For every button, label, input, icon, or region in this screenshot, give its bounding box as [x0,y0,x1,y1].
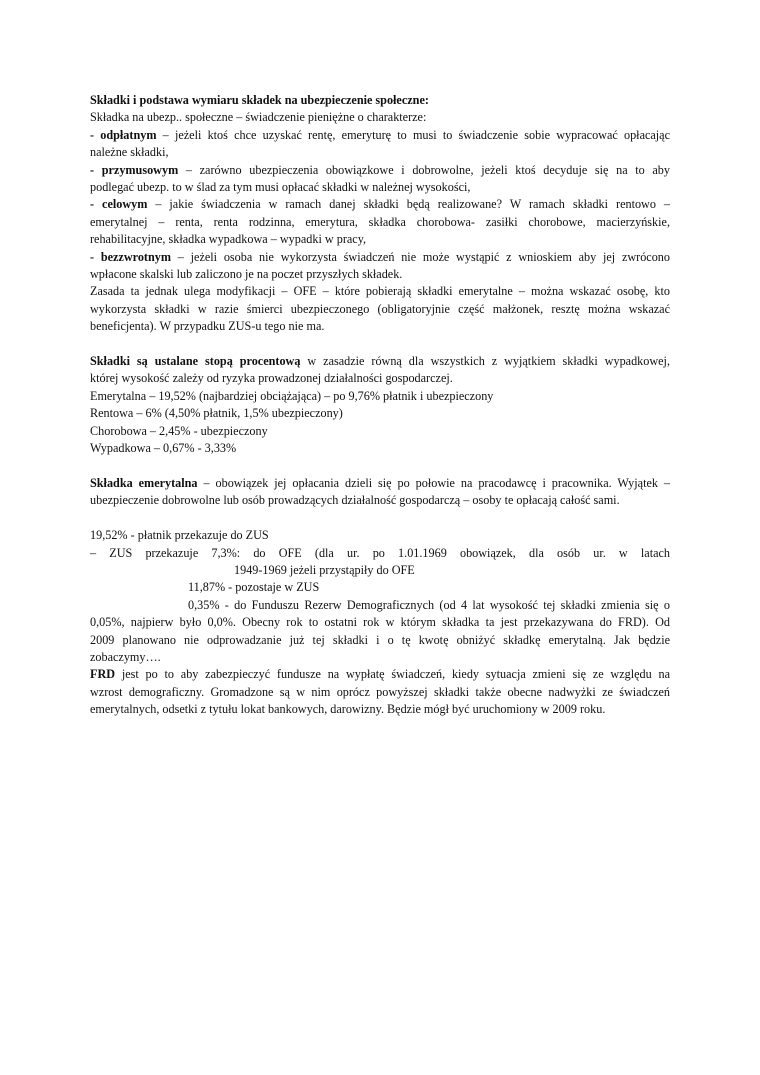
paragraph-line: Składka na ubezp.. społeczne – świadczenie pieniężne o charakterze: [90,110,427,125]
paragraph-spacer [90,336,670,353]
paragraph-spacer [90,510,670,527]
bold-term: Składki są ustalane stopą procentową [90,354,301,369]
text-run: – zarówno ubezpieczenia obowiązkowe i dobrowolne, jeżeli ktoś decyduje się na to aby [178,162,670,177]
text-run: – obowiązek jej opłacania dzieli się po połowie na pracodawcę i pracownika. Wyjątek – [197,475,671,490]
paragraph-line: której wysokość zależy od ryzyka prowadzonej działalności gospodarczej. [90,371,453,386]
bold-term: FRD [90,667,116,682]
bold-term: - przymusowym [90,162,179,177]
paragraph-line: rehabilitacyjne, składka wypadkowa – wypadki w pracy, [90,232,367,247]
text-run: jest po to aby zabezpieczyć fundusze na wypłatę świadczeń, kiedy sytuacja zmieni się ze względu na [115,667,670,682]
paragraph-line: wpłacone skalski lub zaliczono je na poczet przyszłych składek. [90,267,403,282]
paragraph-line: 2009 planowano nie odprowadzanie już tej składki i o tę kwotę obniżyć składkę emerytalną. Jak będzie [90,632,670,647]
paragraph-line: 0,35% - do Funduszu Rezerw Demograficznych (od 4 lat wysokość tej składki zmienia się o [188,597,670,612]
bold-term: - bezzwrotnym [90,249,172,264]
rate-line: Wypadkowa – 0,67% - 3,33% [90,441,237,456]
paragraph-line [90,196,670,213]
bold-term: - celowym [90,197,148,212]
paragraph-line [90,249,670,266]
paragraph-line: 0,05%, najpierw było 0,0%. Obecny rok to ostatni rok w którym składka ta jest przekazywana do FRD). Od [90,615,670,630]
paragraph-line: – ZUS przekazuje 7,3%: do OFE (dla ur. po 1.01.1969 obowiązek, dla osób ur. w latach [90,545,670,560]
paragraph-line: emerytalnej – renta, renta rodzinna, emerytura, składka chorobowa- zasiłki chorobowe, macierzyńskie, [90,214,670,229]
bold-term: - odpłatnym [90,127,157,142]
paragraph-spacer [90,458,670,475]
paragraph-line: 19,52% - płatnik przekazuje do ZUS [90,528,269,543]
paragraph-line: beneficjenta). W przypadku ZUS-u tego nie ma. [90,319,325,334]
paragraph-line: należne składki, [90,145,169,160]
text-run: – jakie świadczenia w ramach danej składki będą realizowane? W ramach składki rentowo – [147,197,671,212]
paragraph-line [90,353,670,370]
text-run: – jeżeli ktoś chce uzyskać rentę, emeryturę to musi to świadczenie sobie wypracować opłacając [156,127,670,142]
document-body [90,92,670,719]
rate-line: Chorobowa – 2,45% - ubezpieczony [90,423,268,438]
text-run: – jeżeli osoba nie wykorzysta świadczeń nie może wystąpić z wnioskiem aby jej zwrócono [171,249,670,264]
paragraph-line: 11,87% - pozostaje w ZUS [188,580,320,595]
paragraph-line: 1949-1969 jeżeli przystąpiły do OFE [234,562,415,577]
paragraph-line: ubezpieczenie dobrowolne lub osób prowadzących działalność gospodarczą – osoby te opłacają całość sami. [90,493,620,508]
text-run: w zasadzie równą dla wszystkich z wyjątkiem składki wypadkowej, [300,354,670,369]
paragraph-line [90,127,670,144]
rate-line: Rentowa – 6% (4,50% płatnik, 1,5% ubezpieczony) [90,406,343,421]
paragraph-line: podlegać ubezp. to w ślad za tym musi opłacać składki w należnej wysokości, [90,180,471,195]
paragraph-line: zobaczymy…. [90,649,161,664]
section-title: Składki i podstawa wymiaru składek na ubezpieczenie społeczne: [90,93,429,107]
paragraph-line [90,475,670,492]
paragraph-line: wykorzysta składki w razie śmierci ubezpieczonego (obligatoryjnie część małżonek, resztę można wskazać [90,301,670,316]
paragraph-line [90,162,670,179]
paragraph-line: emerytalnych, odsetki z tytułu lokat bankowych, darowizny. Będzie mógł być uruchomiony w 2009 roku. [90,702,606,717]
paragraph-line: wzrost demograficzny. Gromadzone są w nim oprócz powyższej składki także obecne nadwyżki ze świadczeń [90,684,670,699]
paragraph-line: Zasada ta jednak ulega modyfikacji – OFE – które pobierają składki emerytalne – można wskazać osobę, kto [90,284,670,299]
rate-line: Emerytalna – 19,52% (najbardziej obciążająca) – po 9,76% płatnik i ubezpieczony [90,388,494,403]
bold-term: Składka emerytalna [90,475,198,490]
paragraph-line [90,666,670,683]
